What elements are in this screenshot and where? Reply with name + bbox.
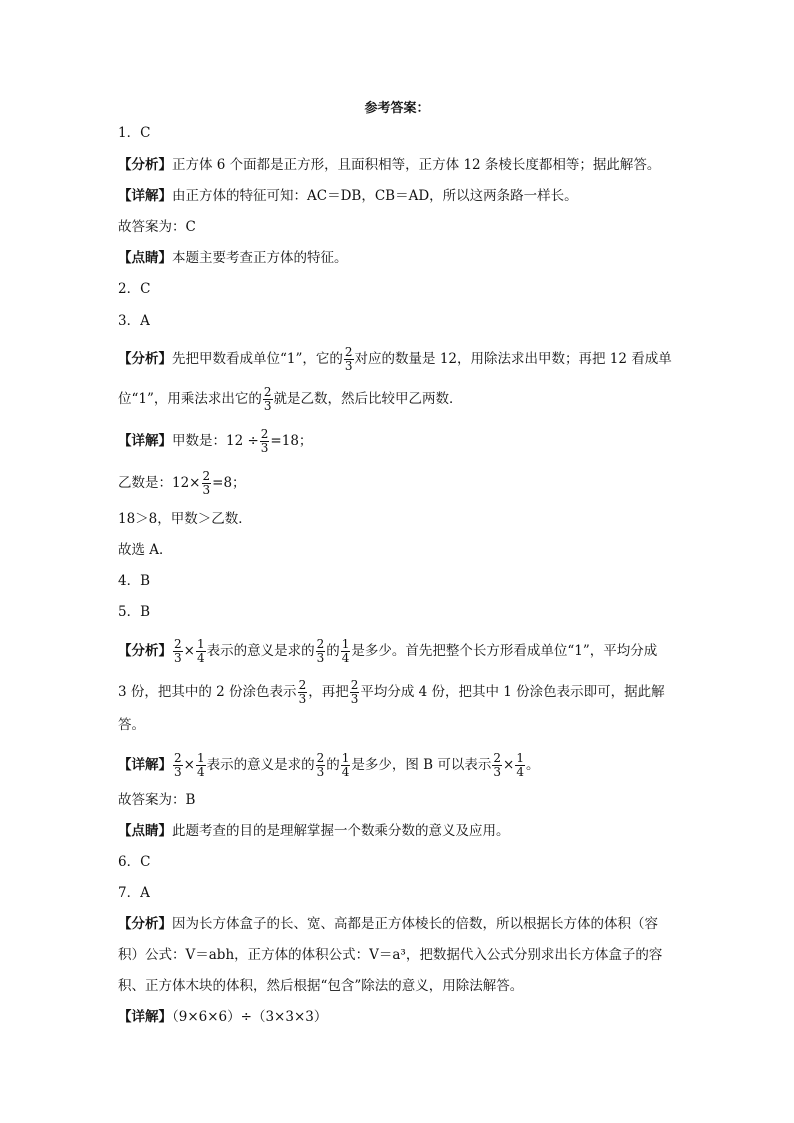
fraction (316, 638, 326, 665)
comment-tag: 【点睛】 (118, 823, 172, 839)
text: 。 (525, 757, 540, 773)
detail-3-line3: 18＞8，甲数＞乙数． (118, 511, 252, 527)
fraction (492, 752, 502, 779)
answer-5: 5．B (118, 604, 151, 620)
text: 平均分成 4 份，把其中 1 份涂色表示即可，据此解 (360, 684, 665, 700)
fraction (344, 346, 354, 373)
answer-4: 4．B (118, 573, 151, 589)
comment-text: 本题主要考查正方体的特征。 (172, 250, 348, 266)
numerator: 2 (263, 385, 272, 399)
comment-1 (118, 247, 688, 269)
text: 3 份，把其中的 2 份涂色表示 (118, 684, 297, 700)
text: 是多少。首先把整个长方形看成单位“1”，平均分成 (351, 643, 658, 659)
denominator: 3 (298, 692, 307, 706)
answer-7: 7．A (118, 885, 150, 901)
comment-5 (118, 820, 688, 842)
conclusion-3: 故选 A． (118, 542, 173, 558)
detail-5 (118, 752, 688, 779)
analysis-7-line2: 积）公式：V＝abh，正方体的体积公式：V＝a³，把数据代入公式分别求出长方体盒子的容 (118, 947, 663, 963)
answer-3: 3．A (118, 313, 150, 329)
answer-6: 6．C (118, 854, 151, 870)
detail-text: （9×6×6）÷（3×3×3） (172, 1009, 328, 1025)
text: 表示的意义是求的 (206, 757, 315, 773)
page-title: 参考答案： (364, 101, 430, 116)
numerator: 2 (350, 678, 359, 692)
numerator: 2 (174, 637, 182, 651)
analysis-tag: 【分析】 (118, 157, 172, 173)
denominator: 3 (344, 359, 353, 373)
detail-3-line2 (118, 470, 688, 497)
fraction (341, 638, 351, 665)
denominator: 4 (196, 765, 205, 779)
text: 甲数是：12 ÷ (172, 433, 259, 449)
fraction (260, 428, 270, 455)
denominator: 3 (263, 399, 272, 413)
analysis-3-line2 (118, 386, 688, 413)
analysis-tag: 【分析】 (118, 351, 172, 367)
text: 先把甲数看成单位“1”，它的 (172, 351, 343, 367)
comment-tag: 【点睛】 (118, 250, 172, 266)
text: × (503, 757, 515, 773)
detail-7 (118, 1006, 688, 1028)
fraction (263, 386, 273, 413)
fraction (173, 638, 183, 665)
detail-tag: 【详解】 (118, 188, 172, 204)
numerator: 2 (260, 427, 269, 441)
denominator: 3 (316, 765, 325, 779)
detail-tag: 【详解】 (118, 757, 172, 773)
numerator: 1 (341, 751, 350, 765)
comment-text: 此题考查的目的是理解掌握一个数乘分数的意义及应用。 (172, 823, 510, 839)
detail-3-line1 (118, 428, 688, 455)
fraction (316, 752, 326, 779)
denominator: 3 (174, 651, 182, 665)
text: 表示的意义是求的 (206, 643, 315, 659)
numerator: 2 (202, 469, 211, 483)
answer-2: 2．C (118, 281, 151, 297)
analysis-text: 正方体 6 个面都是正方形，且面积相等，正方体 12 条棱长度都相等；据此解答。 (172, 157, 661, 173)
text: × (183, 757, 195, 773)
denominator: 4 (341, 765, 350, 779)
denominator: 3 (202, 483, 211, 497)
text: 对应的数量是 12，用除法求出甲数；再把 12 看成单 (354, 351, 672, 367)
analysis-7-line3: 积、正方体木块的体积，然后根据“包含”除法的意义，用除法解答。 (118, 978, 524, 994)
detail-tag: 【详解】 (118, 433, 172, 449)
fraction (196, 638, 206, 665)
denominator: 3 (350, 692, 359, 706)
text: 乙数是：12× (118, 475, 201, 491)
text: 的 (326, 643, 340, 659)
numerator: 2 (316, 637, 325, 651)
numerator: 2 (174, 751, 182, 765)
numerator: 2 (344, 345, 353, 359)
text: × (183, 643, 195, 659)
numerator: 2 (316, 751, 325, 765)
numerator: 1 (196, 637, 205, 651)
analysis-3-line1 (118, 346, 688, 373)
denominator: 4 (516, 765, 524, 779)
detail-text: 由正方体的特征可知：AC＝DB，CB＝AD，所以这两条路一样长。 (172, 188, 578, 204)
numerator: 1 (196, 751, 205, 765)
fraction (515, 752, 525, 779)
numerator: 2 (298, 678, 307, 692)
analysis-1 (118, 154, 688, 176)
text: =8； (212, 475, 246, 491)
detail-1 (118, 185, 688, 207)
analysis-5-line1 (118, 638, 688, 665)
answer-1: 1．C (118, 125, 151, 141)
fraction (196, 752, 206, 779)
text: ，再把 (308, 684, 349, 700)
fraction (202, 470, 212, 497)
conclusion-5: 故答案为：B (118, 792, 196, 808)
text: 就是乙数，然后比较甲乙两数． (273, 391, 463, 407)
text: 的 (326, 757, 340, 773)
text: =18； (270, 433, 313, 449)
conclusion-1: 故答案为：C (118, 219, 196, 235)
text: 位“1”，用乘法求出它的 (118, 391, 262, 407)
analysis-7-line1 (118, 913, 688, 935)
denominator: 4 (196, 651, 205, 665)
fraction (173, 752, 183, 779)
denominator: 4 (341, 651, 350, 665)
detail-tag: 【详解】 (118, 1009, 172, 1025)
fraction (298, 679, 308, 706)
analysis-5-line2 (118, 679, 688, 706)
denominator: 3 (493, 765, 502, 779)
fraction (350, 679, 360, 706)
analysis-tag: 【分析】 (118, 916, 172, 932)
analysis-tag: 【分析】 (118, 643, 172, 659)
denominator: 3 (316, 651, 325, 665)
text: 是多少，图 B 可以表示 (351, 757, 492, 773)
denominator: 3 (174, 765, 182, 779)
analysis-5-line3: 答。 (118, 717, 145, 733)
numerator: 2 (493, 751, 502, 765)
analysis-text: 因为长方体盒子的长、宽、高都是正方体棱长的倍数，所以根据长方体的体积（容 (172, 916, 658, 932)
numerator: 1 (516, 751, 524, 765)
fraction (341, 752, 351, 779)
numerator: 1 (341, 637, 350, 651)
denominator: 3 (260, 441, 269, 455)
